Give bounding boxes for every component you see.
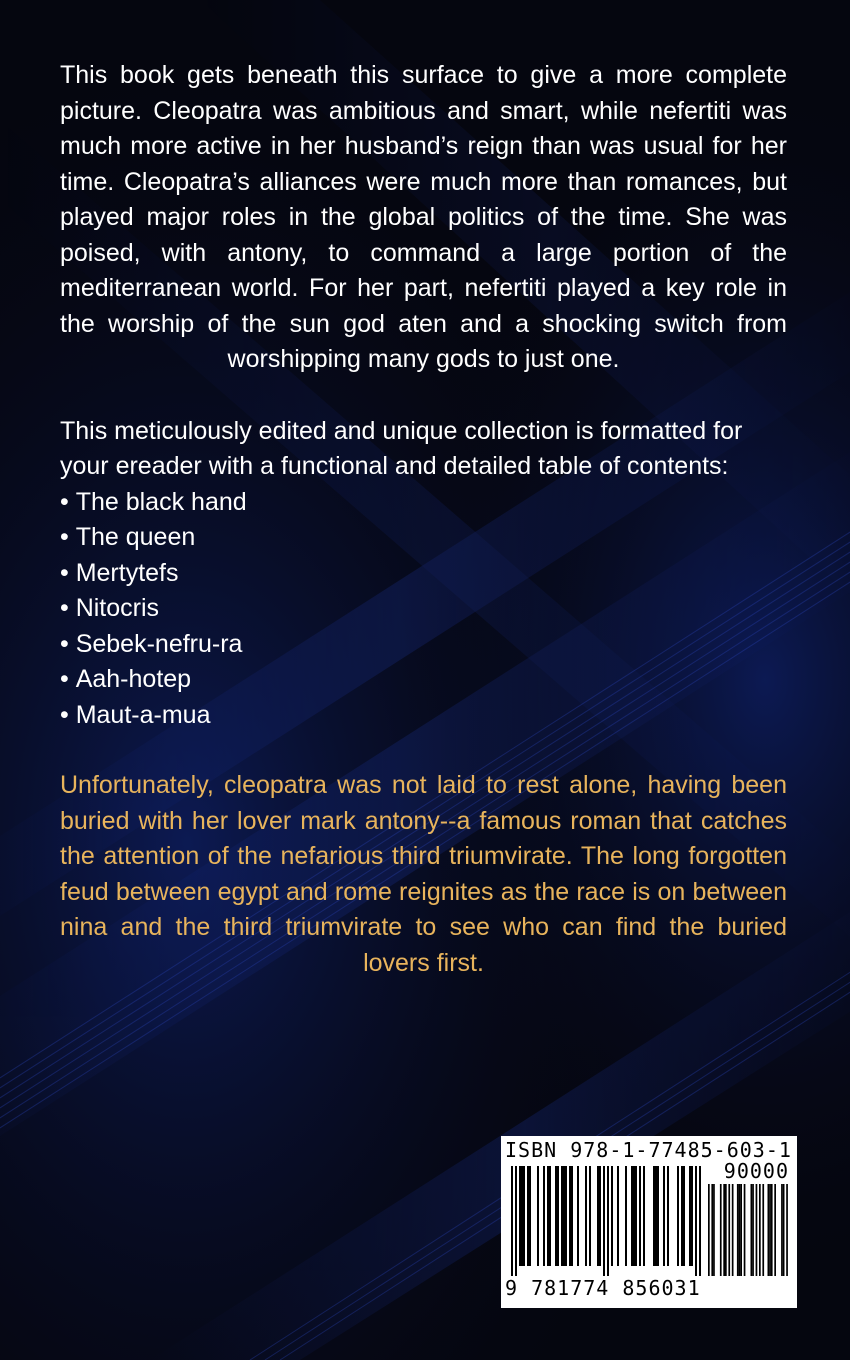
collection-intro: This meticulously edited and unique collection is formatted for your ereader with a functional and detailed table of contents: bbox=[60, 416, 743, 480]
barcode-bar bbox=[756, 1184, 758, 1276]
barcode-bar bbox=[523, 1166, 525, 1266]
barcode-bar bbox=[561, 1166, 563, 1266]
barcode-bar bbox=[611, 1166, 613, 1266]
barcode-bar bbox=[527, 1166, 529, 1266]
barcode-bar bbox=[643, 1166, 645, 1266]
barcode-bar bbox=[720, 1184, 722, 1276]
barcode-bar bbox=[555, 1166, 557, 1266]
back-cover-description bbox=[60, 58, 787, 981]
barcode-bar bbox=[625, 1166, 627, 1266]
contents-item: • Sebek-nefru-ra bbox=[60, 627, 787, 663]
barcode-bar bbox=[631, 1166, 633, 1266]
barcode-bar bbox=[737, 1184, 739, 1276]
barcode-bar bbox=[571, 1166, 573, 1266]
barcode-bar bbox=[607, 1166, 609, 1276]
barcode-bar bbox=[751, 1184, 753, 1276]
barcode-bar bbox=[563, 1166, 565, 1266]
barcode-bar bbox=[633, 1166, 635, 1266]
barcode-bar bbox=[635, 1166, 637, 1266]
barcode-bar bbox=[597, 1166, 599, 1266]
barcode-bar bbox=[774, 1184, 776, 1276]
barcode-bar bbox=[762, 1184, 764, 1276]
contents-item: • The black hand bbox=[60, 485, 787, 521]
barcode-bar bbox=[725, 1184, 727, 1276]
barcode-bar bbox=[739, 1184, 741, 1276]
barcode-bar bbox=[752, 1184, 754, 1276]
barcode-bar bbox=[683, 1166, 685, 1266]
barcode-bar bbox=[521, 1166, 523, 1266]
barcode-bar bbox=[543, 1166, 545, 1266]
barcode-bar bbox=[537, 1166, 539, 1266]
barcode-bar bbox=[689, 1166, 691, 1266]
barcode-bar bbox=[681, 1166, 683, 1266]
barcode-bar bbox=[728, 1184, 730, 1276]
price-code: 90000 bbox=[723, 1159, 789, 1183]
barcode-bar bbox=[569, 1166, 571, 1266]
barcode-bar bbox=[759, 1184, 761, 1276]
barcode-bar bbox=[657, 1166, 659, 1266]
contents-item: • Maut-a-mua bbox=[60, 698, 787, 734]
contents-list bbox=[60, 485, 787, 734]
barcode-bar bbox=[781, 1184, 783, 1276]
barcode-bar bbox=[695, 1166, 697, 1276]
barcode-bar bbox=[599, 1166, 601, 1266]
description-paragraph-1: This book gets beneath this surface to give a more complete picture. Cleopatra was ambitious and smart, while nefertiti was much more active in her husband’s reign than was usual for her time. Cleopatra’s alliances were much more than romances, but played major roles in the global politics of the time. She was poised, with antony, to command a large portion of the mediterranean world. For her part, nefertiti played a key role in the worship of the sun god aten and a shocking switch from worshipping many gods to just one. bbox=[60, 61, 787, 373]
barcode-bar bbox=[691, 1166, 693, 1266]
contents-item: • Nitocris bbox=[60, 591, 787, 627]
barcode-bar bbox=[549, 1166, 551, 1266]
contents-item: • Aah-hotep bbox=[60, 662, 787, 698]
contents-item: • The queen bbox=[60, 520, 787, 556]
barcode-bar bbox=[711, 1184, 713, 1276]
barcode-bar bbox=[519, 1166, 521, 1266]
barcode-bar bbox=[768, 1184, 770, 1276]
description-paragraph-3: Unfortunately, cleopatra was not laid to rest alone, having been buried with her lover mark antony--a famous roman that catches the attention of the nefarious third triumvirate. The long forgotten feud between egypt and rome reignites as the race is on between nina and the third triumvirate to see who can find the buried lovers first. bbox=[60, 771, 787, 977]
barcode-bar bbox=[557, 1166, 559, 1266]
ean-barcode-bars bbox=[511, 1166, 701, 1278]
barcode-bar bbox=[655, 1166, 657, 1266]
barcode-bar bbox=[699, 1166, 701, 1276]
barcode-bar bbox=[653, 1166, 655, 1266]
barcode-bar bbox=[663, 1166, 665, 1266]
barcode-bar bbox=[713, 1184, 715, 1276]
barcode-bar bbox=[677, 1166, 679, 1266]
barcode-bar bbox=[511, 1166, 513, 1276]
barcode-bar bbox=[585, 1166, 587, 1266]
barcode-bar bbox=[723, 1184, 725, 1276]
barcode-bar bbox=[577, 1166, 579, 1266]
contents-item: • Mertytefs bbox=[60, 556, 787, 592]
barcode-bar bbox=[786, 1184, 788, 1276]
barcode-bar bbox=[529, 1166, 531, 1266]
barcode-bar bbox=[639, 1166, 641, 1266]
barcode-bar bbox=[547, 1166, 549, 1266]
isbn-label: ISBN 978-1-77485-603-1 bbox=[505, 1138, 792, 1162]
isbn-barcode bbox=[501, 1136, 797, 1308]
barcode-bar bbox=[708, 1184, 710, 1276]
barcode-bar bbox=[667, 1166, 669, 1266]
barcode-bar bbox=[732, 1184, 734, 1276]
ean-digits: 9 781774 856031 bbox=[505, 1276, 701, 1300]
barcode-bar bbox=[565, 1166, 567, 1266]
barcode-bar bbox=[515, 1166, 517, 1276]
barcode-bar bbox=[744, 1184, 746, 1276]
barcode-bar bbox=[771, 1184, 773, 1276]
barcode-bar bbox=[740, 1184, 742, 1276]
barcode-bar bbox=[783, 1184, 785, 1276]
barcode-bar bbox=[617, 1166, 619, 1266]
barcode-bar bbox=[603, 1166, 605, 1276]
barcode-bar bbox=[589, 1166, 591, 1266]
addon-barcode-bars bbox=[708, 1184, 788, 1278]
barcode-bar bbox=[769, 1184, 771, 1276]
